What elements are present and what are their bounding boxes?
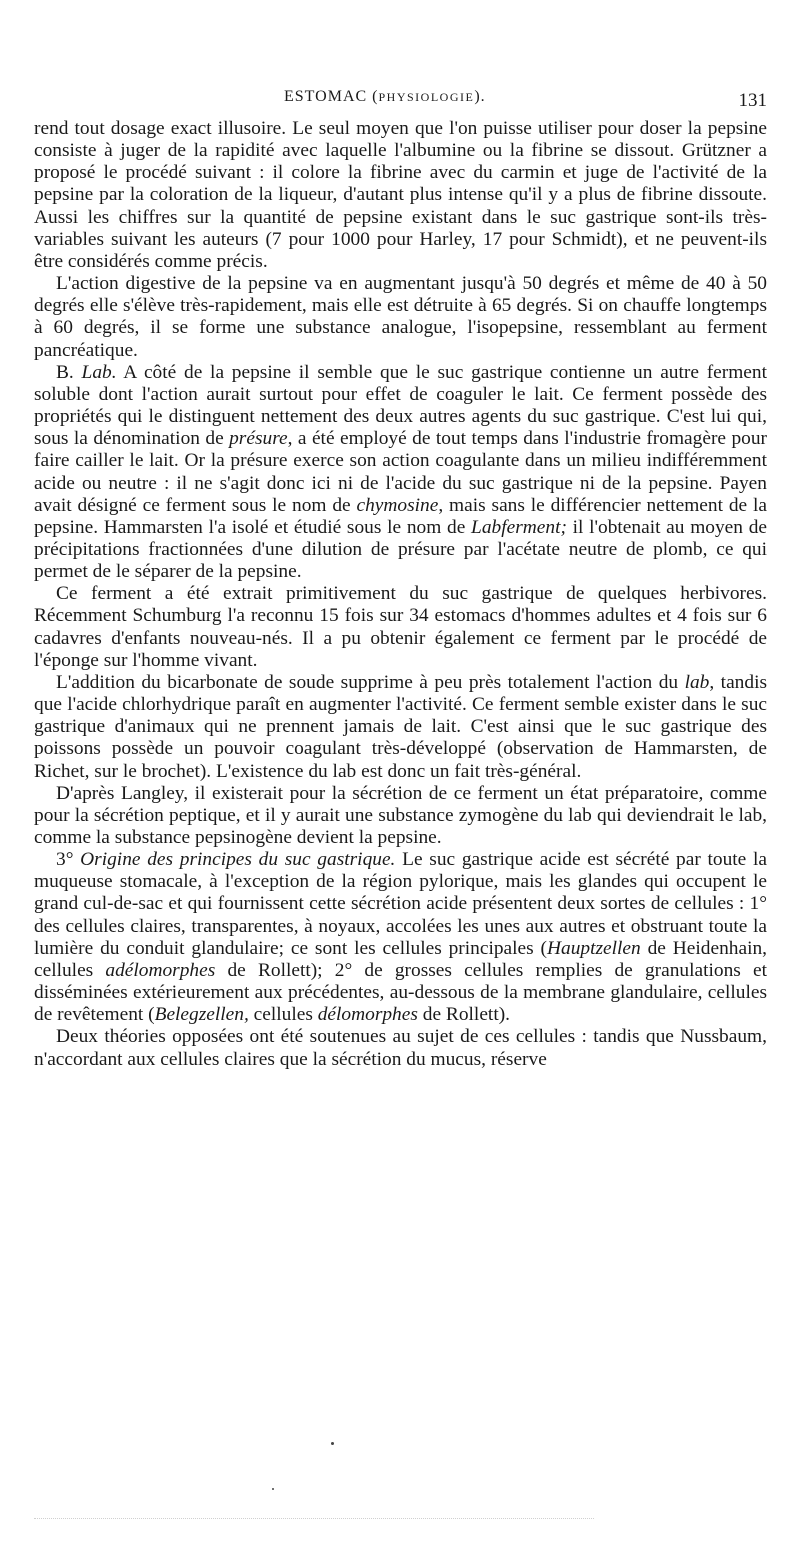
running-title-subject: PHYSIOLOGIE [378, 90, 475, 104]
italic-run: Belegzellen, [154, 1004, 249, 1026]
text-run: B. [56, 361, 82, 383]
italic-run: délomorphes [317, 1004, 418, 1026]
text-run: de Rollett). [417, 1004, 511, 1026]
text-run: L'action digestive de la pepsine va en augmentant jusqu'à 50 degrés et même de 40 à 50 degrés elle s'élève très-rapidement, mais elle est détruite à 65 degrés. Si on chauffe longtemps à 60 degrés, il se forme une substance analogue, l'isopepsine, ressemblant au ferment pancréatique. [34, 273, 767, 361]
footer-print-marks [34, 1518, 594, 1525]
paragraph [34, 583, 767, 672]
paragraph [34, 362, 767, 584]
paragraph [34, 273, 767, 362]
running-header [34, 88, 767, 118]
text-run: de Heidenhain, cellules [34, 937, 767, 981]
text-run: rend tout dosage exact illusoire. Le seul moyen que l'on puisse utiliser pour doser la pepsine consiste à juger de la rapidité avec laquelle l'albumine ou la fibrine se dissout. Grützner a proposé le procédé suivant : il colore la fibrine avec du carmin et juge de l'activité de la pepsine par la coloration de la liqueur, d'autant plus intense qu'il y a plus de fibrine dissoute. Aussi les chiffres sur la quantité de pepsine existant dans le suc gastrique sont-ils très-variables suivant les auteurs (7 pour 1000 pour Harley, 17 pour Schmidt), et ne peuvent-ils être considérés comme précis. [34, 118, 767, 272]
text-run: D'après Langley, il existerait pour la sécrétion de ce ferment un état préparatoire, comme pour la sécrétion peptique, et il y aurait une substance zymogène du lab qui deviendrait le lab, comme la substance pepsinogène devient la pepsine. [34, 782, 767, 848]
running-title-end: ). [474, 88, 486, 105]
italic-run: Labferment; [471, 516, 567, 538]
italic-run: Lab. [81, 361, 117, 383]
text-run: L'addition du bicarbonate de soude supprime à peu près totalement l'action du [56, 671, 685, 693]
text-run: de Rollett); 2° de grosses cellules remplies de granulations et disséminées extérieurement aux précédentes, au-dessous de la membrane glandulaire, cellules de revêtement ( [34, 959, 767, 1026]
text-run: 3° [56, 849, 81, 871]
italic-run: lab [684, 671, 710, 693]
italic-run: Hauptzellen [547, 937, 641, 959]
text-run: Ce ferment a été extrait primitivement du suc gastrique de quelques herbivores. Récemment Schumburg l'a reconnu 15 fois sur 34 estomacs d'hommes adultes et 4 fois sur 6 cadavres d'enfants nouveau-nés. Il a pu obtenir également ce ferment par le procédé de l'éponge sur l'homme vivant. [34, 583, 767, 671]
running-title [284, 88, 486, 106]
print-speck [272, 1488, 274, 1490]
italic-run: adélomorphes [105, 959, 216, 981]
paragraph [34, 783, 767, 849]
italic-run: Origine des principes du suc gastrique. [80, 849, 396, 871]
text-run: il l'obtenait au moyen de précipitations fractionnées d'une dilution de présure par l'acétate neutre de plomb, ce qui permet de le séparer de la pepsine. [34, 516, 767, 583]
paragraph [34, 118, 767, 273]
book-page [34, 88, 767, 1071]
print-speck [331, 1442, 334, 1445]
italic-run: présure [229, 428, 288, 450]
paragraph [34, 849, 767, 1026]
text-run: cellules [248, 1004, 318, 1026]
body-text [34, 118, 767, 1071]
text-run: Le suc gastrique acide est sécrété par toute la muqueuse stomacale, à l'exception de la région pylorique, mais les glandes qui occupent le grand cul-de-sac et qui fournissent cette sécrétion acide présentent deux sortes de cellules : 1° des cellules claires, transparentes, à noyaux, accolées les unes aux autres et obstruant toute la lumière du conduit glandulaire; ce sont les cellules principales ( [34, 849, 767, 959]
text-run: Deux théories opposées ont été soutenues au sujet de ces cellules : tandis que Nussbaum, n'accordant aux cellules claires que la sécrétion du mucus, réserve [34, 1026, 767, 1070]
text-run: , tandis que l'acide chlorhydrique paraît en augmenter l'activité. Ce ferment semble exister dans le suc gastrique d'animaux qui ne prennent jamais de lait. C'est ainsi que le suc gastrique des poissons possède un pouvoir coagulant très-développé (observation de Hammarsten, de Richet, sur le brochet). L'existence du lab est donc un fait très-général. [34, 671, 768, 782]
page-number: 131 [738, 90, 767, 111]
paragraph [34, 1026, 767, 1070]
paragraph [34, 672, 767, 783]
text-run: , mais sans le différencier nettement de la pepsine. Hammarsten l'a isolé et étudié sous le nom de [34, 494, 767, 538]
text-run: A côté de la pepsine il semble que le suc gastrique contienne un autre ferment soluble dont l'action aurait surtout pour effet de coaguler le lait. Ce ferment possède des propriétés qui le distinguent nettement des deux autres agents du suc gastrique. C'est lui qui, sous la dénomination de [34, 361, 767, 450]
text-run: , a été employé de tout temps dans l'industrie fromagère pour faire cailler le lait. Or la présure exerce son action coagulante dans un milieu indifféremment acide ou neutre : il ne s'agit donc ici ni de l'acide du suc gastrique ni de la pepsine. Payen avait désigné ce ferment sous le nom de [34, 428, 767, 516]
italic-run: chymosine [356, 494, 439, 516]
running-title-main: ESTOMAC ( [284, 88, 379, 105]
